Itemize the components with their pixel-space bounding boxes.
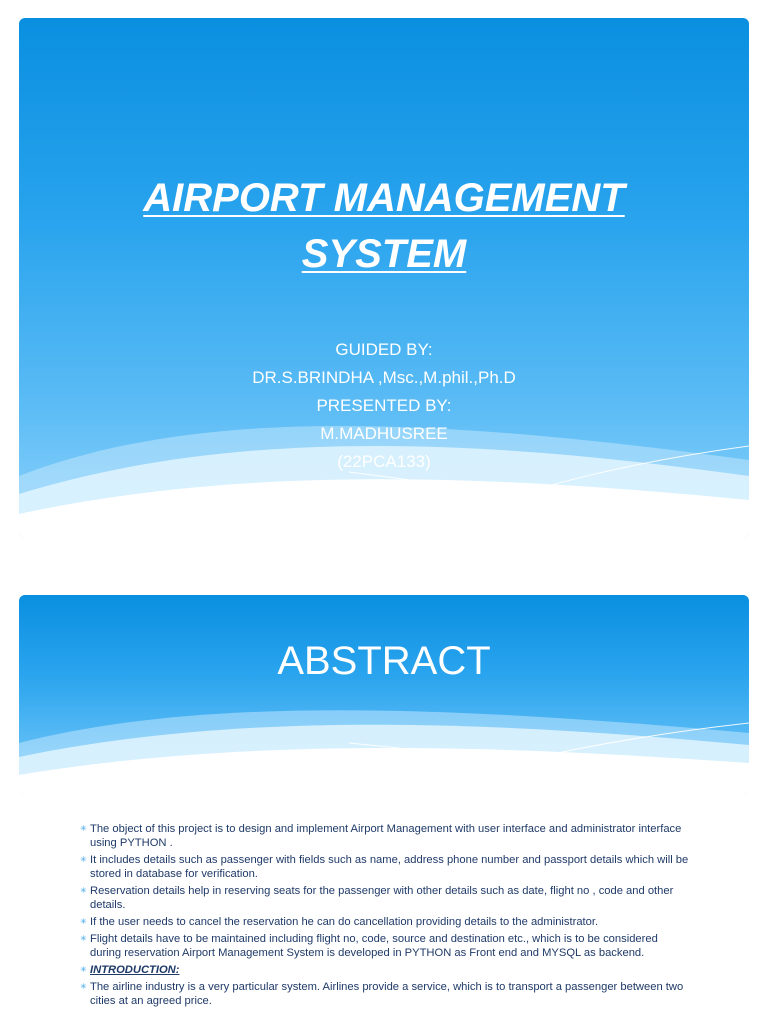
title-slide xyxy=(19,18,749,538)
presenter-id: (22PCA133) xyxy=(337,452,431,471)
title-line-1: AIRPORT MANAGEMENT xyxy=(143,176,625,220)
list-item: ✳ Flight details have to be maintained including flight no, code, source and destination etc., which is to be considered during reservation Airport Management System is developed in PYTHON as Front end and MYSQL as backend. xyxy=(80,933,658,960)
abstract-title: ABSTRACT xyxy=(277,639,491,683)
list-item: ✳ It includes details such as passenger with fields such as name, address phone number and passport details which will be stored in database for verification. xyxy=(80,854,689,881)
list-item: ✳ The airline industry is a very particular system. Airlines provide a service, which is to transport a passenger between two cities at an agreed price. xyxy=(80,980,684,1008)
abstract-content xyxy=(80,822,690,1011)
asterisk-bullet-icon: ✳ xyxy=(80,824,87,833)
asterisk-bullet-icon: ✳ xyxy=(80,981,87,991)
asterisk-bullet-icon: ✳ xyxy=(80,917,87,927)
wave-decoration xyxy=(19,705,749,795)
asterisk-bullet-icon: ✳ xyxy=(80,934,87,944)
credits-block xyxy=(19,336,749,476)
presented-by-label: PRESENTED BY: xyxy=(316,396,452,415)
guide-name: DR.S.BRINDHA ,Msc.,M.phil.,Ph.D xyxy=(252,368,516,387)
guided-by-label: GUIDED BY: xyxy=(335,340,433,359)
asterisk-bullet-icon: ✳ xyxy=(80,886,87,896)
title-line-2: SYSTEM xyxy=(301,232,467,276)
asterisk-bullet-icon: ✳ xyxy=(80,965,87,975)
bullet-list xyxy=(80,822,690,1009)
list-item: ✳ Reservation details help in reserving seats for the passenger with other details such as date, flight no , code and other details. xyxy=(80,885,674,912)
abstract-slide xyxy=(19,595,749,795)
list-item: ✳ The object of this project is to design and implement Airport Management with user interface and administrator interface using PYTHON . xyxy=(80,823,682,850)
presenter-name: M.MADHUSREE xyxy=(320,424,448,443)
introduction-heading: ✳ INTRODUCTION: xyxy=(80,964,180,977)
presentation-title xyxy=(19,170,749,282)
list-item: ✳ If the user needs to cancel the reservation he can do cancellation providing details to the administrator. xyxy=(80,916,599,929)
asterisk-bullet-icon: ✳ xyxy=(80,855,87,865)
